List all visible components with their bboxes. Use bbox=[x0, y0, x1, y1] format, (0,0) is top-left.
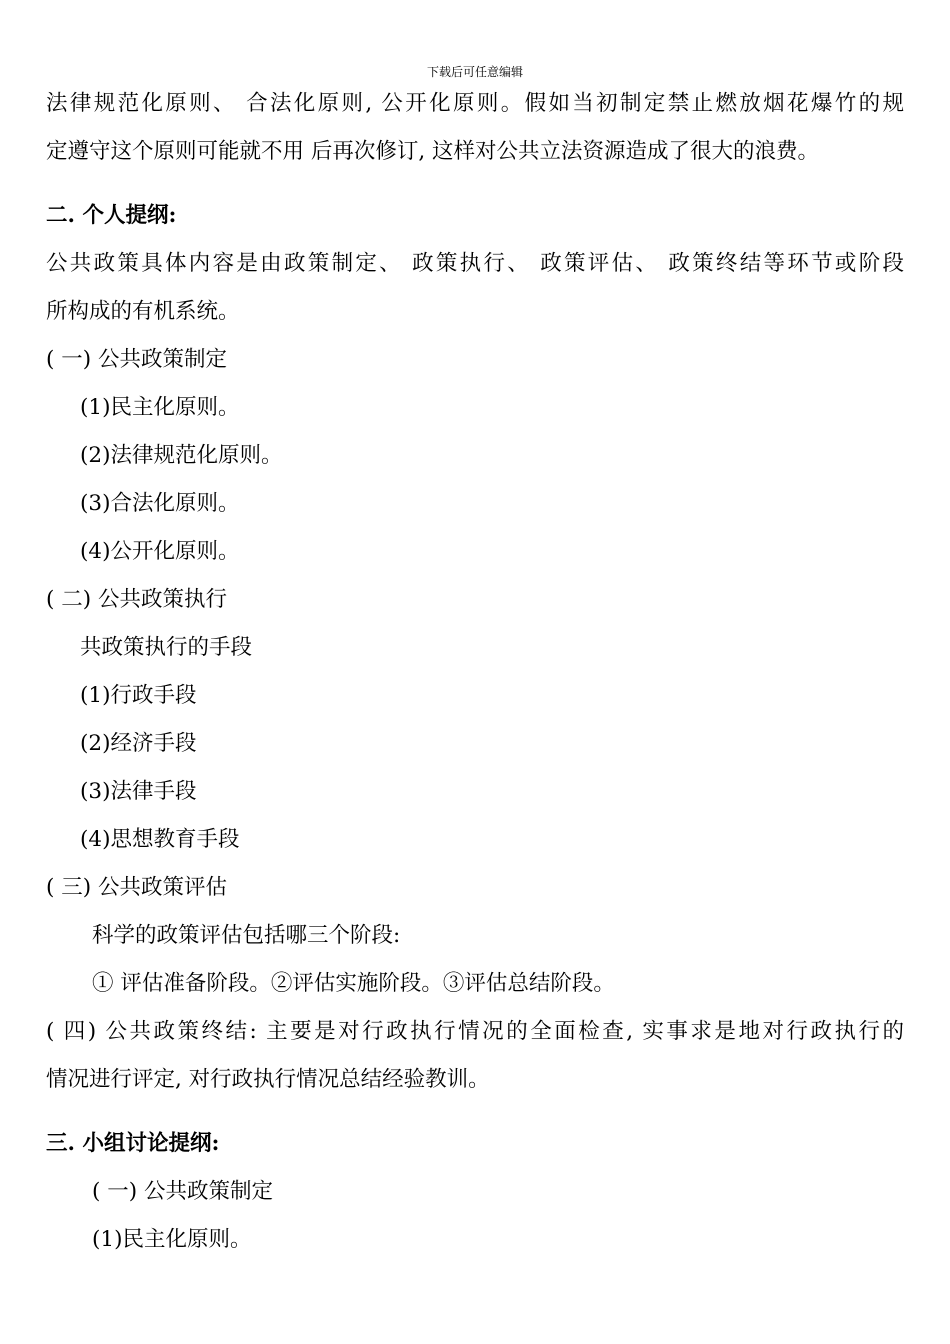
paragraph-line: 共政策执行的手段 bbox=[80, 635, 253, 660]
section-heading: 二. 个人提纲: bbox=[46, 203, 177, 228]
paragraph-line: ( 四) 公共政策终结: 主要是对行政执行情况的全面检查, 实事求是地对行政执行的 bbox=[46, 1019, 904, 1044]
list-item: (3)合法化原则。 bbox=[80, 491, 240, 516]
subsection-heading: ( 一) 公共政策制定 bbox=[92, 1179, 273, 1204]
paragraph-line: 法律规范化原则、 合法化原则, 公开化原则。假如当初制定禁止燃放烟花爆竹的规 bbox=[46, 91, 904, 116]
subsection-heading: ( 三) 公共政策评估 bbox=[46, 875, 227, 900]
paragraph-line: ① 评估准备阶段。②评估实施阶段。③评估总结阶段。 bbox=[92, 971, 615, 996]
list-item: (3)法律手段 bbox=[80, 779, 197, 804]
paragraph-line: 科学的政策评估包括哪三个阶段: bbox=[92, 923, 401, 948]
list-item: (1)行政手段 bbox=[80, 683, 197, 708]
page-header: 下载后可任意编辑 bbox=[426, 65, 523, 79]
subsection-heading: ( 二) 公共政策执行 bbox=[46, 587, 227, 612]
list-item: (2)法律规范化原则。 bbox=[80, 443, 283, 468]
subsection-heading: ( 一) 公共政策制定 bbox=[46, 347, 227, 372]
list-item: (4)公开化原则。 bbox=[80, 539, 240, 564]
paragraph-line: 情况进行评定, 对行政执行情况总结经验教训。 bbox=[46, 1067, 490, 1092]
list-item: (1)民主化原则。 bbox=[80, 395, 240, 420]
list-item: (4)思想教育手段 bbox=[80, 827, 240, 852]
paragraph-line: 定遵守这个原则可能就不用 后再次修订, 这样对公共立法资源造成了很大的浪费。 bbox=[46, 139, 820, 164]
list-item: (2)经济手段 bbox=[80, 731, 197, 756]
section-heading: 三. 小组讨论提纲: bbox=[46, 1131, 220, 1156]
paragraph-line: 公共政策具体内容是由政策制定、 政策执行、 政策评估、 政策终结等环节或阶段 bbox=[46, 251, 904, 276]
paragraph-line: 所构成的有机系统。 bbox=[46, 299, 240, 324]
list-item: (1)民主化原则。 bbox=[92, 1227, 252, 1252]
